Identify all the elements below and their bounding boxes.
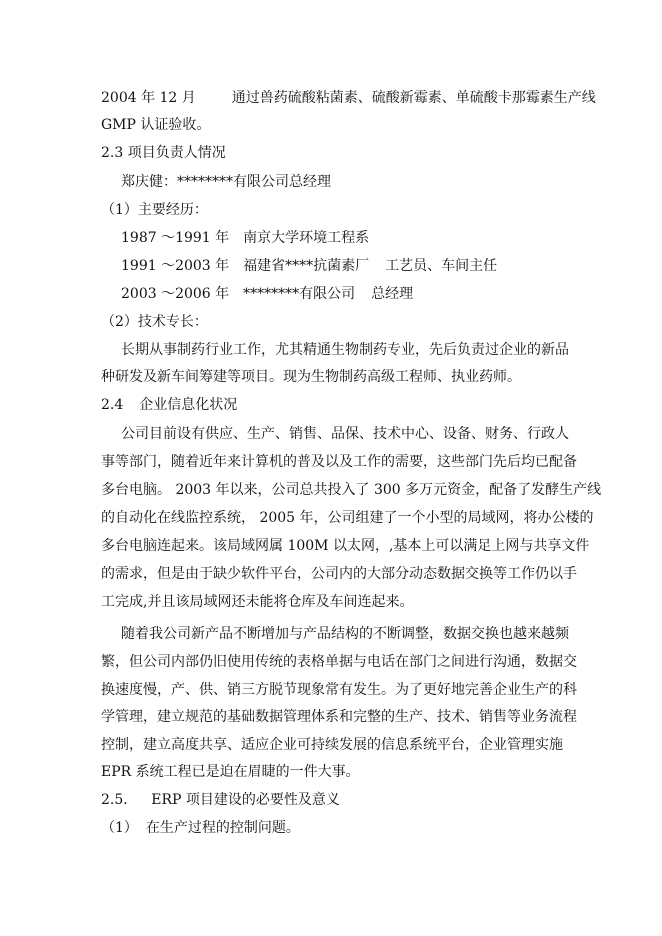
experience-place: 福建省****抗菌素厂 — [243, 258, 370, 274]
experience-item — [121, 228, 369, 248]
body-line: 种研发及新车间筹建等项目。现为生物制药高级工程师、执业药师。 — [101, 369, 521, 385]
body-line: EPR 系统工程已是迫在眉睫的一件大事。 — [101, 764, 360, 780]
timeline-2004 — [101, 88, 596, 108]
experience-role: 工艺员、车间主任 — [385, 258, 498, 274]
timeline-date: 2004 年 12 月 — [101, 90, 196, 106]
body-line: 公司目前设有供应、生产、销售、品保、技术中心、设备、财务、行政人 — [121, 426, 569, 442]
section-title: 企业信息化状况 — [139, 397, 238, 413]
experience-item — [121, 284, 413, 304]
section-title: ERP 项目建设的必要性及意义 — [151, 792, 340, 808]
body-line: 学管理，建立规范的基础数据管理体系和完整的生产、技术、销售等业务流程 — [101, 709, 577, 725]
subheading-expertise: （2）技术专长： — [101, 314, 208, 330]
timeline-event: 通过兽药硫酸粘菌素、硫酸新霉素、单硫酸卡那霉素生产线 — [231, 90, 596, 106]
body-line: 随着我公司新产品不断增加与产品结构的不断调整，数据交换也越来越频 — [121, 626, 569, 642]
section-number: 2.4 — [101, 397, 124, 413]
body-line: 的需求，但是由于缺少软件平台，公司内的大部分动态数据交换等工作仍以手 — [101, 566, 577, 582]
item-number: （1） — [101, 820, 138, 836]
body-line: 换速度慢，产、供、销三方脱节现象常有发生。为了更好地完善企业生产的科 — [101, 682, 577, 698]
body-line: 事等部门，随着近年来计算机的普及以及工作的需要，这些部门先后均已配备 — [101, 454, 577, 470]
body-line: 长期从事制药行业工作，尤其精通生物制药专业，先后负责过企业的新品 — [121, 342, 569, 358]
subheading-production-control — [101, 818, 300, 838]
experience-period: 1987 ～1991 年 — [121, 230, 230, 246]
section-number: 2.5． — [101, 792, 138, 808]
item-title: 在生产过程的控制问题。 — [145, 820, 300, 836]
subheading-experience: （1）主要经历： — [101, 202, 208, 218]
person-name-line: 郑庆健：********有限公司总经理 — [121, 174, 331, 190]
experience-period: 1991 ～2003 年 — [121, 258, 230, 274]
experience-place: ********有限公司 — [243, 286, 356, 302]
body-line: GMP 认证验收。 — [101, 117, 211, 133]
body-line: 多台电脑连起来。该局域网属 100M 以太网，,基本上可以满足上网与共享文件 — [101, 538, 590, 554]
body-line: 多台电脑。 2003 年以来，公司总共投入了 300 多万元资金，配备了发酵生产线 — [101, 482, 602, 498]
experience-item — [121, 256, 497, 276]
section-heading-2-5 — [101, 790, 340, 810]
body-line: 繁，但公司内部仍旧使用传统的表格单据与电话在部门之间进行沟通，数据交 — [101, 654, 577, 670]
body-line: 工完成,并且该局域网还未能将仓库及车间连起来。 — [101, 594, 414, 610]
experience-role: 总经理 — [371, 286, 414, 302]
experience-period: 2003 ～2006 年 — [121, 286, 230, 302]
body-line: 控制，建立高度共享、适应企业可持续发展的信息系统平台，企业管理实施 — [101, 737, 563, 753]
body-line: 的自动化在线监控系统， 2005 年，公司组建了一个小型的局域网，将办公楼的 — [101, 510, 594, 526]
section-heading-2-3: 2.3 项目负责人情况 — [101, 145, 226, 161]
experience-place: 南京大学环境工程系 — [243, 230, 370, 246]
section-heading-2-4 — [101, 395, 237, 415]
